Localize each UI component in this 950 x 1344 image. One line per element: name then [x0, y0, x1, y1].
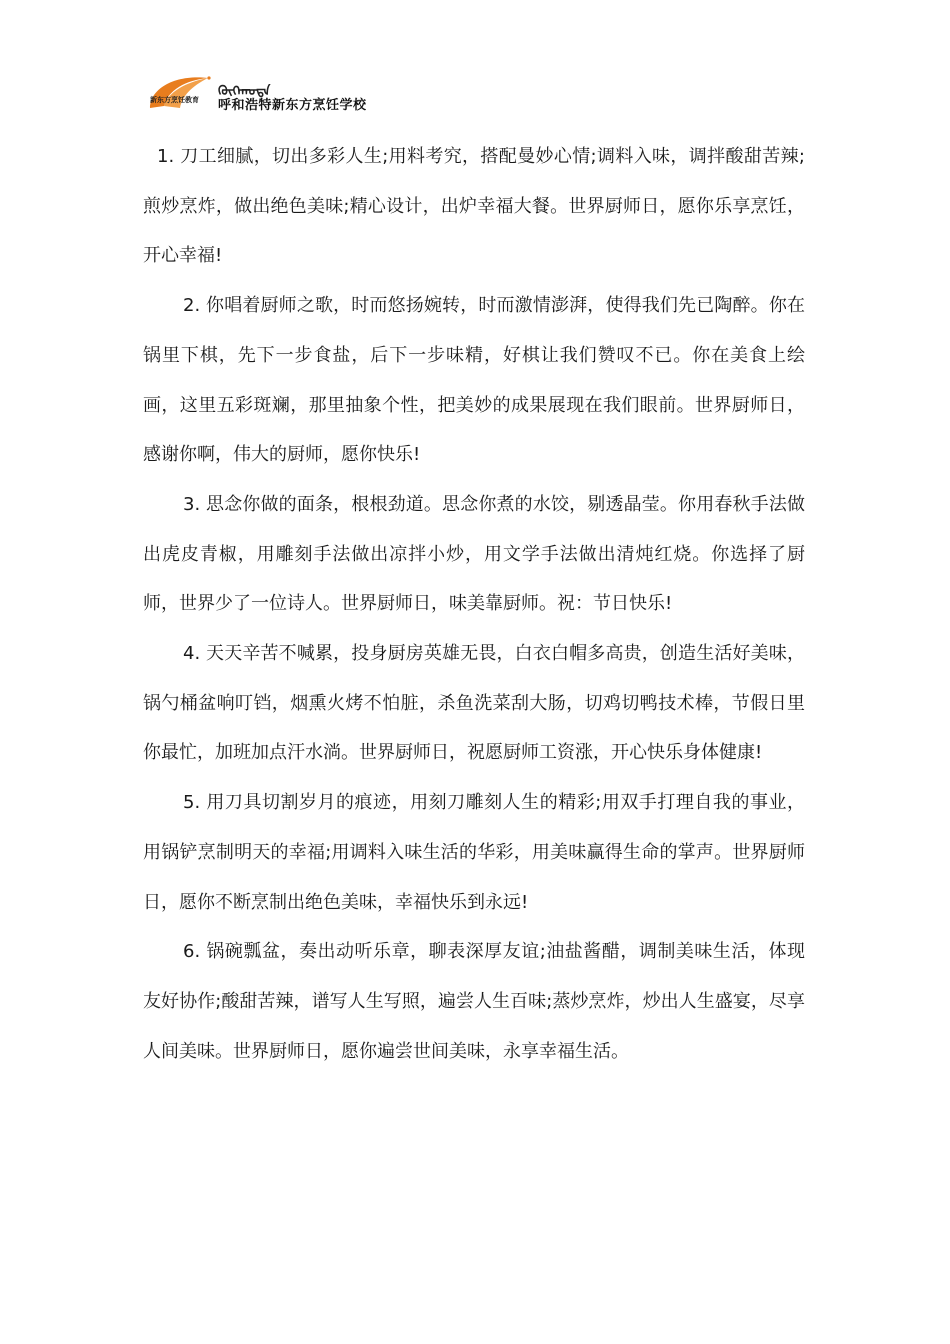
mongolian-script-text: ᠬᠥᠬᠡᠬᠣᠲᠠ [218, 84, 271, 99]
paragraph-2: 2. 你唱着厨师之歌，时而悠扬婉转，时而激情澎湃，使得我们先已陶醉。你在锅里下棋，先下一步食盐，后下一步味精，好棋让我们赞叹不已。你在美食上绘画，这里五彩斑斓，那里抽象个性，把美妙的成果展现在我们眼前。世界厨师日，感谢你啊，伟大的厨师，愿你快乐! [143, 295, 805, 466]
paragraph-3: 3. 思念你做的面条，根根劲道。思念你煮的水饺，剔透晶莹。你用春秋手法做出虎皮青椒，用雕刻手法做出凉拌小炒，用文学手法做出清炖红烧。你选择了厨师，世界少了一位诗人。世界厨师日，味美靠厨师。祝：节日快乐! [143, 493, 805, 615]
logo-small-text: 新东方烹饪教育 [150, 96, 199, 104]
document-body [143, 132, 805, 1076]
page-header [146, 72, 446, 114]
school-name: 呼和浩特新东方烹饪学校 [218, 98, 367, 113]
paragraph-1: 1. 刀工细腻，切出多彩人生;用料考究，搭配曼妙心情;调料入味，调拌酸甜苦辣;煎炒烹炸，做出绝色美味;精心设计，出炉幸福大餐。世界厨师日，愿你乐享烹饪，开心幸福! [143, 146, 805, 267]
paragraph-5: 5. 用刀具切割岁月的痕迹，用刻刀雕刻人生的精彩;用双手打理自我的事业，用锅铲烹制明天的幸福;用调料入味生活的华彩，用美味赢得生命的掌声。世界厨师日，愿你不断烹制出绝色美味，幸福快乐到永远! [143, 792, 805, 913]
paragraph-6: 6. 锅碗瓢盆，奏出动听乐章，聊表深厚友谊;油盐酱醋，调制美味生活，体现友好协作;酸甜苦辣，谱写人生写照，遍尝人生百味;蒸炒烹炸，炒出人生盛宴，尽享人间美味。世界厨师日，愿你遍尝世间美味，永享幸福生活。 [143, 941, 805, 1062]
paragraph-4: 4. 天天辛苦不喊累，投身厨房英雄无畏，白衣白帽多高贵，创造生活好美味，锅勺桶盆响叮铛，烟熏火烤不怕脏，杀鱼洗菜刮大肠，切鸡切鸭技术棒，节假日里你最忙，加班加点汗水淌。世界厨师日，祝愿厨师工资涨，开心快乐身体健康! [143, 643, 805, 764]
school-logo-icon [146, 72, 216, 114]
